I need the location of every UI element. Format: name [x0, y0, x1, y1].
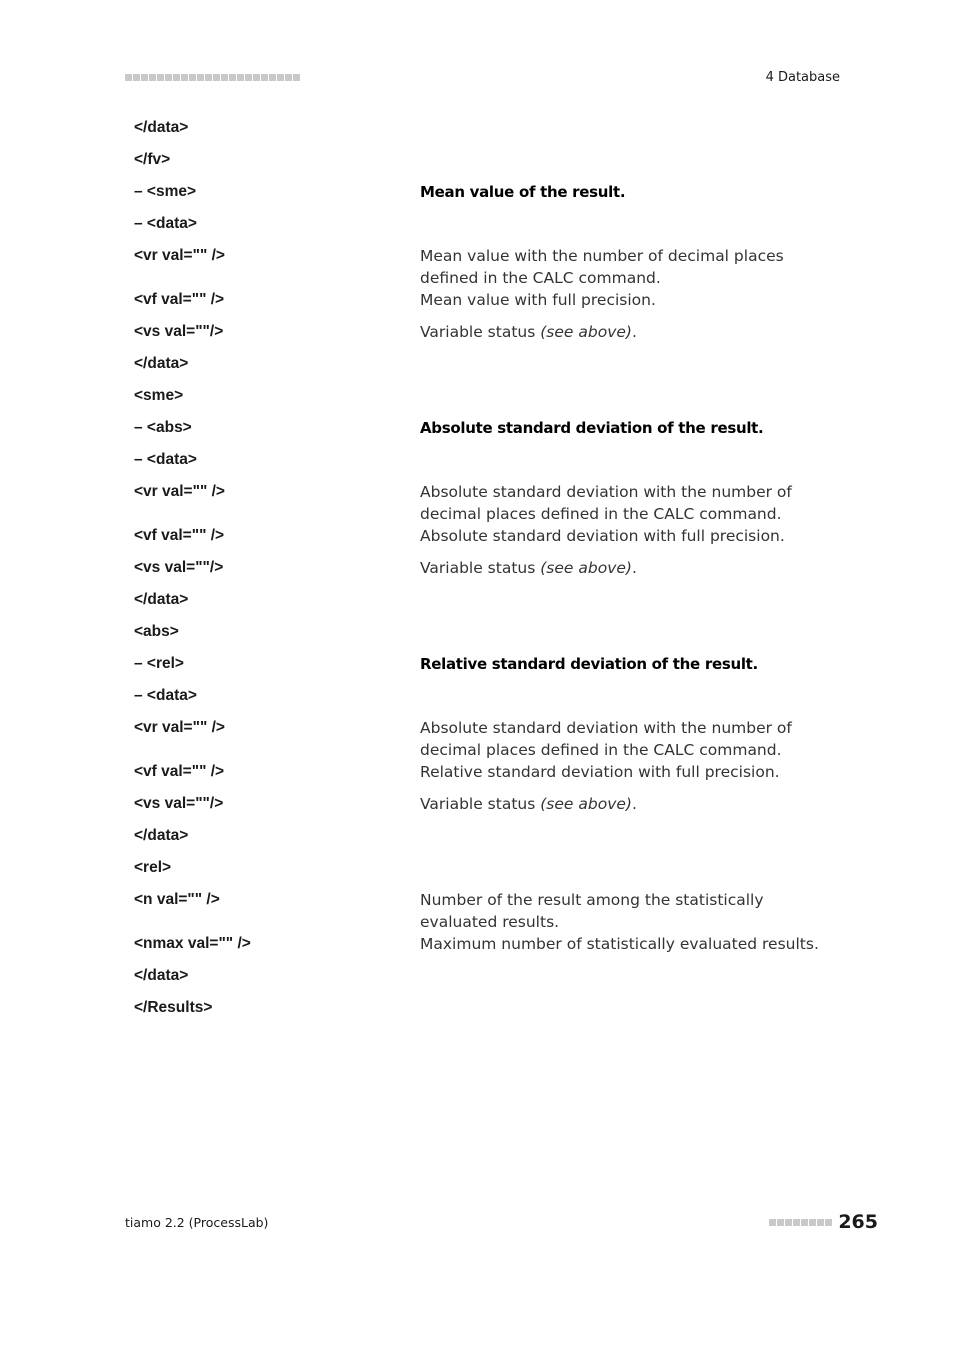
definition-row — [134, 181, 844, 213]
xml-tag-term: </Results> — [134, 999, 213, 1016]
tag-description — [420, 117, 844, 149]
tag-description — [420, 685, 844, 717]
tag-description: Mean value with the number of decimal places defined in the CALC command. — [420, 247, 784, 287]
definition-row — [134, 717, 844, 761]
tag-description: Number of the result among the statistically evaluated results. — [420, 891, 764, 931]
tag-description — [420, 449, 844, 481]
xml-tag-term: <vf val="" /> — [134, 763, 225, 780]
definition-row — [134, 149, 844, 181]
definition-row — [134, 997, 844, 1029]
xml-tag-term: </data> — [134, 355, 189, 372]
definition-row — [134, 933, 844, 965]
tag-description — [420, 825, 844, 857]
tag-description — [420, 149, 844, 181]
definition-row — [134, 321, 844, 353]
definition-row — [134, 289, 844, 321]
xml-tag-term: <vs val=""/> — [134, 795, 224, 812]
tag-description — [420, 213, 844, 245]
xml-tag-term: – <abs> — [134, 419, 192, 436]
tag-description — [420, 793, 844, 825]
xml-tag-term: – <rel> — [134, 655, 184, 672]
xml-tag-term: – <sme> — [134, 183, 197, 200]
tag-description — [420, 857, 844, 889]
xml-tag-term: </data> — [134, 591, 189, 608]
definition-row — [134, 857, 844, 889]
definition-row — [134, 685, 844, 717]
xml-tag-term: </data> — [134, 119, 189, 136]
xml-tag-term: – <data> — [134, 687, 197, 704]
definition-row — [134, 213, 844, 245]
tag-description — [420, 353, 844, 385]
xml-tag-term: – <data> — [134, 215, 197, 232]
header-section-title: 4 Database — [765, 70, 840, 85]
xml-tag-term: <nmax val="" /> — [134, 935, 251, 952]
definition-row — [134, 889, 844, 933]
definition-row — [134, 793, 844, 825]
definition-row — [134, 965, 844, 997]
footer-page — [769, 1211, 878, 1233]
tag-description: Relative standard deviation with full precision. — [420, 763, 780, 781]
tag-description: Absolute standard deviation with the number of decimal places defined in the CALC command. — [420, 483, 792, 523]
tag-description: Mean value of the result. — [420, 183, 626, 201]
description-text: Variable status — [420, 795, 541, 813]
xml-tag-term: <vs val=""/> — [134, 323, 224, 340]
xml-tag-term: <sme> — [134, 387, 184, 404]
xml-tag-term: </data> — [134, 967, 189, 984]
xml-tag-term: <n val="" /> — [134, 891, 220, 908]
xml-tag-term: <vr val="" /> — [134, 247, 225, 264]
tag-description — [420, 621, 844, 653]
xml-tag-term: <rel> — [134, 859, 172, 876]
tag-description — [420, 589, 844, 621]
tag-description — [420, 321, 844, 353]
tag-description — [420, 385, 844, 417]
description-text: Variable status — [420, 559, 541, 577]
description-italic: (see above) — [540, 559, 632, 577]
definition-row — [134, 653, 844, 685]
page-number: 265 — [838, 1211, 878, 1233]
definition-list — [134, 117, 844, 1029]
xml-tag-term: – <data> — [134, 451, 197, 468]
definition-row — [134, 525, 844, 557]
tag-description: Relative standard deviation of the result. — [420, 655, 758, 673]
definition-row — [134, 825, 844, 857]
tag-description: Absolute standard deviation of the result. — [420, 419, 764, 437]
description-suffix: . — [631, 559, 637, 577]
tag-description — [420, 965, 844, 997]
xml-tag-term: <vs val=""/> — [134, 559, 224, 576]
definition-row — [134, 245, 844, 289]
definition-row — [134, 385, 844, 417]
tag-description — [420, 557, 844, 589]
xml-tag-term: </fv> — [134, 151, 171, 168]
xml-tag-term: <vr val="" /> — [134, 719, 225, 736]
definition-row — [134, 761, 844, 793]
description-suffix: . — [631, 323, 637, 341]
definition-row — [134, 353, 844, 385]
header-decoration — [125, 74, 300, 81]
tag-description: Mean value with full precision. — [420, 291, 656, 309]
definition-row — [134, 589, 844, 621]
footer-product: tiamo 2.2 (ProcessLab) — [125, 1215, 269, 1230]
xml-tag-term: <vr val="" /> — [134, 483, 225, 500]
xml-tag-term: <vf val="" /> — [134, 527, 225, 544]
tag-description: Absolute standard deviation with the number of decimal places defined in the CALC command. — [420, 719, 792, 759]
xml-tag-term: </data> — [134, 827, 189, 844]
tag-description: Absolute standard deviation with full precision. — [420, 527, 785, 545]
tag-description — [420, 997, 844, 1029]
tag-description: Maximum number of statistically evaluated results. — [420, 935, 819, 953]
xml-tag-term: <vf val="" /> — [134, 291, 225, 308]
definition-row — [134, 417, 844, 449]
definition-row — [134, 557, 844, 589]
description-text: Variable status — [420, 323, 541, 341]
footer-decoration — [769, 1219, 832, 1226]
description-suffix: . — [631, 795, 637, 813]
definition-row — [134, 481, 844, 525]
description-italic: (see above) — [540, 323, 632, 341]
xml-tag-term: <abs> — [134, 623, 179, 640]
definition-row — [134, 449, 844, 481]
description-italic: (see above) — [540, 795, 632, 813]
definition-row — [134, 621, 844, 653]
definition-row — [134, 117, 844, 149]
